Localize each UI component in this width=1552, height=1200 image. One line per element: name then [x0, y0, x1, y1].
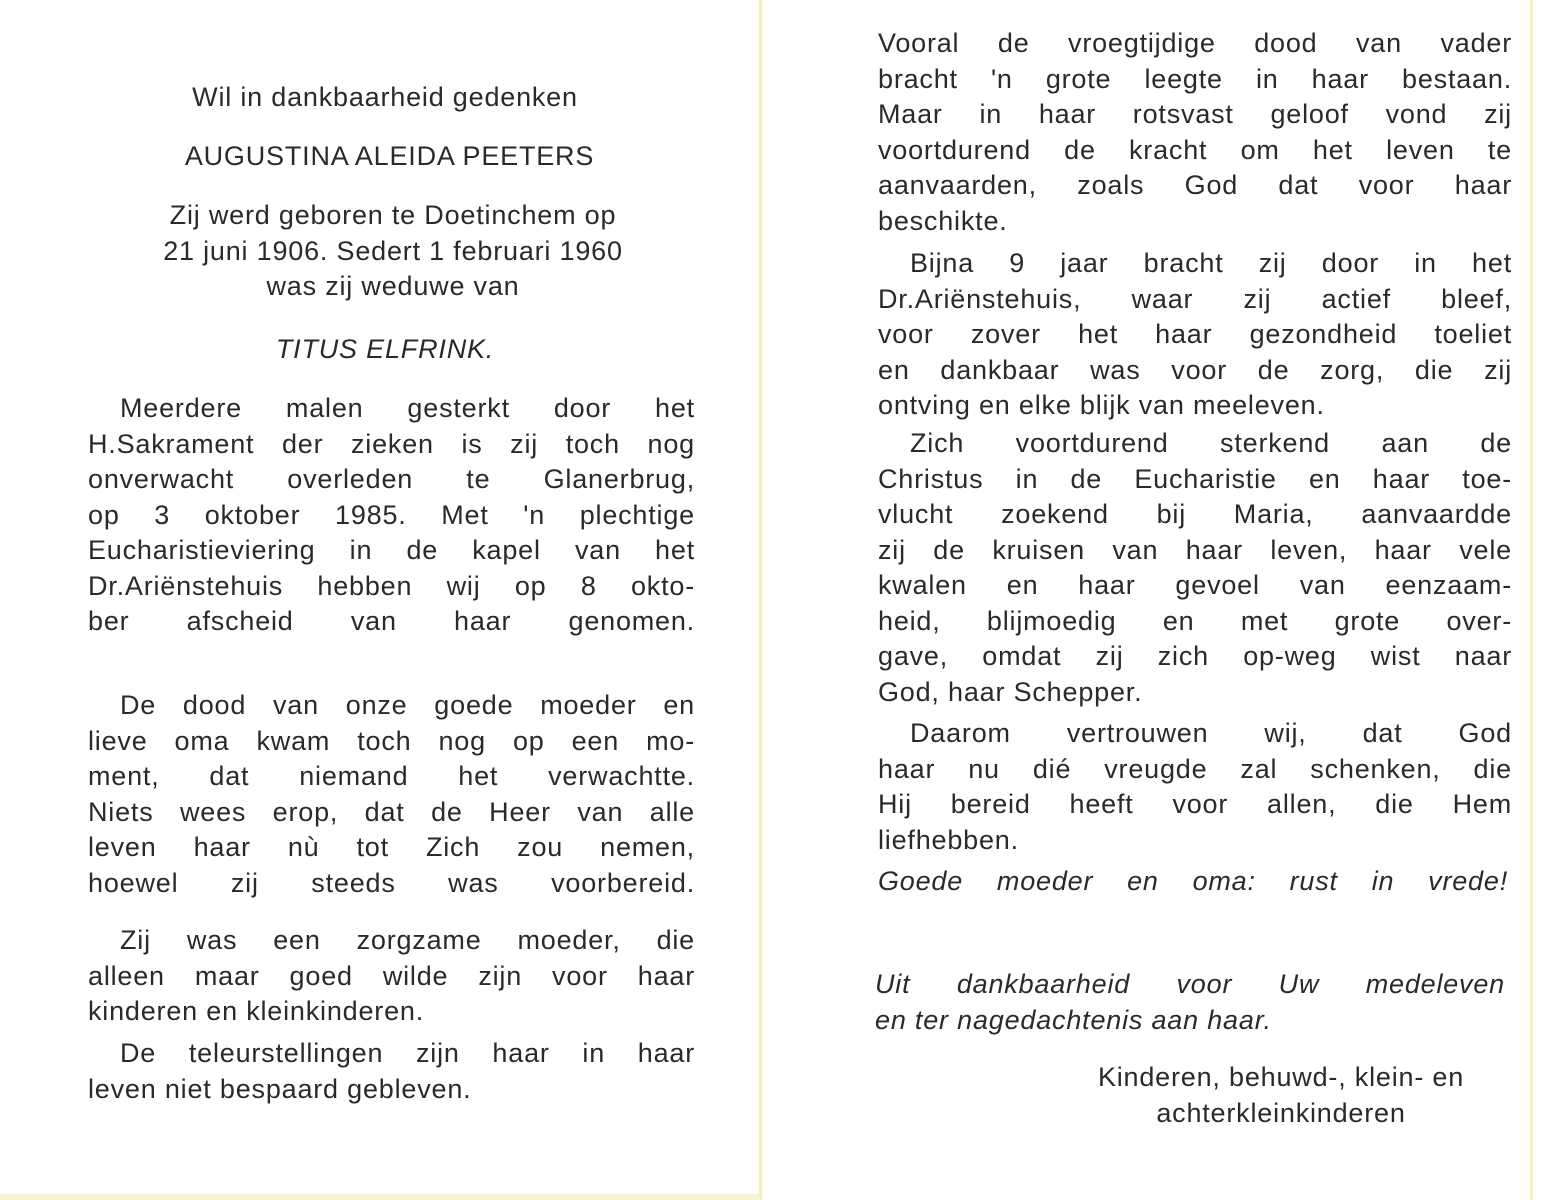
text-line: Dr.Ariënstehuis hebben wij op 8 okto-: [88, 570, 695, 601]
text-line: De teleurstellingen zijn haar in haar: [120, 1038, 695, 1068]
text-line: Kinderen, behuwd-, klein- en: [1097, 1062, 1465, 1092]
text-line: liefhebben.: [878, 824, 1019, 855]
spouse-name: [200, 332, 570, 368]
text-line: Meerdere malen gesterkt door het: [120, 393, 695, 423]
paragraph-caring-mother: [88, 923, 695, 1030]
text-line: hoewel zij steeds was voorbereid.: [88, 867, 695, 898]
text-line: en dankbaar was voor de zorg, die zij: [878, 354, 1512, 385]
text-line: haar nu dié vreugde zal schenken, die: [878, 753, 1512, 784]
paragraph-trust: [878, 716, 1512, 858]
dedication-heading: [130, 80, 640, 116]
text-line: op 3 oktober 1985. Met 'n plechtige: [88, 499, 695, 530]
text-line: kwalen en haar gevoel van eenzaam-: [878, 570, 1512, 600]
text-line: Eucharistieviering in de kapel van het: [88, 535, 695, 565]
text-line: Dr.Ariënstehuis, waar zij actief bleef,: [878, 283, 1512, 314]
text-line: onverwacht overleden te Glanerbrug,: [88, 464, 695, 494]
text-line: gave, omdat zij zich op-weg wist naar: [878, 641, 1512, 671]
text-line: kinderen en kleinkinderen.: [88, 996, 425, 1026]
text-line: zij de kruisen van haar leven, haar vele: [878, 534, 1512, 565]
text-line: Hij bereid heeft voor allen, die Hem: [878, 789, 1512, 819]
text-line: lieve oma kwam toch nog op een mo-: [88, 725, 695, 756]
text-line: Uit dankbaarheid voor Uw medeleven: [875, 969, 1505, 999]
text-line: God, haar Schepper.: [878, 676, 1143, 707]
text-line: Zij werd geboren te Doetinchem op: [169, 200, 617, 230]
paragraph-father-death: [878, 26, 1512, 239]
birth-info: [110, 198, 676, 305]
text-line: was zij weduwe van: [266, 271, 520, 301]
text-line: Maar in haar rotsvast geloof vond zij: [878, 99, 1512, 129]
text-line: Christus in de Eucharistie en haar toe-: [878, 463, 1512, 494]
text-line: achterkleinkinderen: [1156, 1097, 1406, 1128]
text-line: 21 juni 1906. Sedert 1 februari 1960: [163, 235, 623, 266]
text-line: heid, blijmoedig en met grote over-: [878, 605, 1512, 636]
text-line: leven niet bespaard gebleven.: [88, 1073, 472, 1104]
text-line: voortdurend de kracht om het leven te: [878, 134, 1512, 165]
paragraph-ariensstehuis: [878, 246, 1512, 424]
signature-family: [1057, 1060, 1505, 1131]
text-line: Vooral de vroegtijdige dood van vader: [878, 28, 1512, 58]
rest-in-peace: [878, 864, 1508, 900]
text-line: Zich voortdurend sterkend aan de: [910, 428, 1512, 458]
text-line: voor zover het haar gezondheid toeliet: [878, 319, 1512, 349]
paragraph-eucharist: [878, 426, 1512, 710]
text-line: vlucht zoekend bij Maria, aanvaardde: [878, 499, 1512, 529]
card-bottom-edge: [0, 1194, 760, 1200]
text-line: en ter nagedachtenis aan haar.: [875, 1004, 1272, 1035]
card-right-edge: [1530, 0, 1533, 1200]
text-line: H.Sakrament der zieken is zij toch nog: [88, 428, 695, 459]
text-line: ment, dat niemand het verwachtte.: [88, 761, 695, 791]
text-line: bracht 'n grote leegte in haar bestaan.: [878, 63, 1512, 94]
deceased-name: [138, 139, 641, 175]
text-line: Wil in dankbaarheid gedenken: [192, 82, 578, 112]
paragraph-death-mother: [88, 688, 695, 901]
text-line: Goede moeder en oma: rust in vrede!: [878, 866, 1508, 896]
text-line: De dood van onze goede moeder en: [120, 690, 695, 720]
page-fold-line: [759, 0, 762, 1200]
text-line: AUGUSTINA ALEIDA PEETERS: [184, 141, 595, 171]
paragraph-disappointments: [88, 1036, 695, 1107]
text-line: ber afscheid van haar genomen.: [88, 606, 695, 636]
text-line: Niets wees erop, dat de Heer van alle: [88, 796, 695, 827]
thanks-note: [875, 967, 1505, 1038]
text-line: leven haar nù tot Zich zou nemen,: [88, 832, 695, 862]
text-line: aanvaarden, zoals God dat voor haar: [878, 170, 1512, 200]
text-line: TITUS ELFRINK.: [275, 334, 495, 364]
text-line: Bijna 9 jaar bracht zij door in het: [910, 248, 1512, 278]
text-line: alleen maar goed wilde zijn voor haar: [88, 960, 695, 991]
death-paragraph: [88, 391, 695, 640]
text-line: ontving en elke blijk van meeleven.: [878, 390, 1325, 420]
text-line: Zij was een zorgzame moeder, die: [120, 925, 695, 955]
text-line: Daarom vertrouwen wij, dat God: [910, 718, 1512, 748]
text-line: beschikte.: [878, 205, 1008, 236]
